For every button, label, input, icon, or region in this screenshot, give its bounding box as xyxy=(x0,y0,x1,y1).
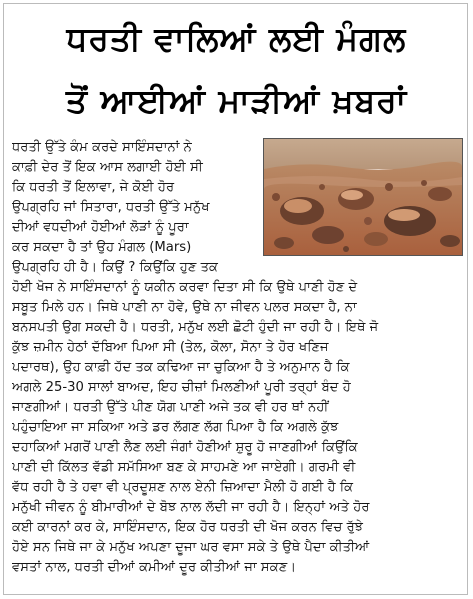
body-line: ਵਸਤਾਂ ਨਾਲ, ਧਰਤੀ ਦੀਆਂ ਕਮੀਆਂ ਦੂਰ ਕੀਤੀਆਂ ਜਾ ਸਕਣ। xyxy=(12,560,297,575)
body-line: ਕਰ ਸਕਦਾ ਹੈ ਤਾਂ ਉਹ ਮੰਗਲ (Mars) xyxy=(12,240,192,255)
headline-line-1: ਧਰਤੀ ਵਾਲਿਆਂ ਲਈ ਮੰਗਲ xyxy=(66,19,407,58)
mars-surface-image xyxy=(264,139,462,255)
body-line: ਹੋਈ ਖੋਜ ਨੇ ਸਾਇੰਸਦਾਨਾਂ ਨੂੰ ਯਕੀਨ ਕਰਵਾ ਦਿਤਾ ਸੀ ਕਿ ਉਥੇ ਪਾਣੀ ਹੋਣ ਦੇ xyxy=(12,280,358,295)
body-line: ਕਿ ਧਰਤੀ ਤੋਂ ਇਲਾਵਾ, ਜੇ ਕੋਈ ਹੋਰ xyxy=(12,180,175,195)
body-line: ਉਪਗ੍ਰਹਿ ਹੀ ਹੈ। ਕਿਉਂ ? ਕਿਉਂਕਿ ਹੁਣ ਤਕ xyxy=(12,260,219,275)
body-line: ਧਰਤੀ ਉੱਤੇ ਕੰਮ ਕਰਦੇ ਸਾਇੰਸਦਾਨਾਂ ਨੇ xyxy=(12,140,192,155)
body-line: ਬਨਸਪਤੀ ਉਗ ਸਕਦੀ ਹੈ। ਧਰਤੀ, ਮਨੁੱਖ ਲਈ ਛੋਟੀ ਹੁੰਦੀ ਜਾ ਰਹੀ ਹੈ। ਇਥੇ ਜੋ xyxy=(12,320,379,335)
body-line: ਕੁੱਝ ਜ਼ਮੀਨ ਹੇਠਾਂ ਦੱਬਿਆ ਪਿਆ ਸੀ (ਤੇਲ, ਕੋਲਾ, ਸੋਨਾ ਤੇ ਹੋਰ ਖਣਿਜ xyxy=(12,340,329,355)
body-line: ਕਾਫ਼ੀ ਦੇਰ ਤੋਂ ਇਕ ਆਸ ਲਗਾਈ ਹੋਈ ਸੀ xyxy=(12,160,203,175)
body-line: ਅਗਲੇ 25-30 ਸਾਲਾਂ ਬਾਅਦ, ਇਹ ਚੀਜ਼ਾਂ ਮਿਲਣੀਆਂ ਪੂਰੀ ਤਰ੍ਹਾਂ ਬੰਦ ਹੋ xyxy=(12,380,351,395)
body-line: ਵੱਧ ਰਹੀ ਹੈ ਤੇ ਹਵਾ ਵੀ ਪ੍ਰਦੂਸ਼ਣ ਨਾਲ ਏਨੀ ਜ਼ਿਆਦਾ ਮੈਲੀ ਹੋ ਗਈ ਹੈ ਕਿ xyxy=(12,480,354,495)
body-line: ਪਾਣੀ ਦੀ ਕਿੱਲਤ ਵੱਡੀ ਸਮੱਸਿਆ ਬਣ ਕੇ ਸਾਹਮਣੇ ਆ ਜਾਏਗੀ। ਗਰਮੀ ਵੀ xyxy=(12,460,356,475)
body-line: ਮਨੁੱਖੀ ਜੀਵਨ ਨੂੰ ਬੀਮਾਰੀਆਂ ਦੇ ਬੋਝ ਨਾਲ ਲੱਦੀ ਜਾ ਰਹੀ ਹੈ। ਇਨ੍ਹਾਂ ਅਤੇ ਹੋਰ xyxy=(12,500,370,515)
body-line: ਜਾਣਗੀਆਂ। ਧਰਤੀ ਉੱਤੇ ਪੀਣ ਯੋਗ ਪਾਣੀ ਅਜੇ ਤਕ ਵੀ ਹਰ ਥਾਂ ਨਹੀਂ xyxy=(12,400,329,415)
body-line: ਪਹੁੰਚਾਇਆ ਜਾ ਸਕਿਆ ਅਤੇ ਡਰ ਲੱਗਣ ਲੱਗ ਪਿਆ ਹੈ ਕਿ ਅਗਲੇ ਕੁੱਝ xyxy=(12,420,339,435)
body-line: ਦੀਆਂ ਵਧਦੀਆਂ ਹੋਈਆਂ ਲੋੜਾਂ ਨੂੰ ਪੂਰਾ xyxy=(12,220,189,235)
headline-line-2: ਤੋਂ ਆਈਆਂ ਮਾੜੀਆਂ ਖ਼ਬਰਾਂ xyxy=(65,81,408,120)
mars-surface-photo xyxy=(263,138,463,256)
body-line: ਦਹਾਕਿਆਂ ਮਗਰੋਂ ਪਾਣੀ ਲੈਣ ਲਈ ਜੰਗਾਂ ਹੋਣੀਆਂ ਸ਼ੁਰੂ ਹੋ ਜਾਣਗੀਆਂ ਕਿਉਂਕਿ xyxy=(12,440,358,455)
body-line: ਸਬੂਤ ਮਿਲੇ ਹਨ। ਜਿਥੇ ਪਾਣੀ ਨਾ ਹੋਵੇ, ਉਥੇ ਨਾ ਜੀਵਨ ਪਲਰ ਸਕਦਾ ਹੈ, ਨਾ xyxy=(12,300,357,315)
body-line: ਕਈ ਕਾਰਨਾਂ ਕਰ ਕੇ, ਸਾਇੰਸਦਾਨ, ਇਕ ਹੋਰ ਧਰਤੀ ਦੀ ਖੋਜ ਕਰਨ ਵਿਚ ਰੁੱਝੇ xyxy=(12,520,364,535)
body-line: ਉਪਗ੍ਰਹਿ ਜਾਂ ਸਿਤਾਰਾ, ਧਰਤੀ ਉੱਤੇ ਮਨੁੱਖ xyxy=(12,200,210,215)
body-line: ਹੋਏ ਸਨ ਜਿਥੇ ਜਾ ਕੇ ਮਨੁੱਖ ਅਪਣਾ ਦੂਜਾ ਘਰ ਵਸਾ ਸਕੇ ਤੇ ਉਥੇ ਪੈਦਾ ਕੀਤੀਆਂ xyxy=(12,540,370,555)
body-line: ਪਦਾਰਥ), ਉਹ ਕਾਫ਼ੀ ਹੱਦ ਤਕ ਕਢਿਆ ਜਾ ਚੁਕਿਆ ਹੈ ਤੇ ਅਨੁਮਾਨ ਹੈ ਕਿ xyxy=(12,360,350,375)
